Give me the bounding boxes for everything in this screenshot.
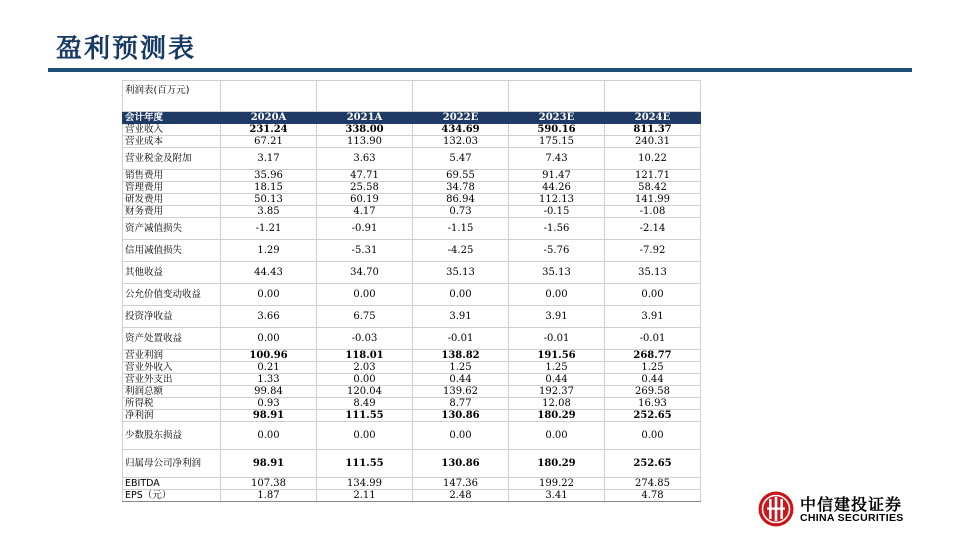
- row-label: 所得税: [123, 398, 221, 410]
- row-value: 0.00: [221, 328, 317, 350]
- row-value: 1.25: [413, 362, 509, 374]
- row-value: 35.13: [509, 262, 605, 284]
- row-label: 少数股东损益: [123, 422, 221, 450]
- row-value: 338.00: [317, 124, 413, 136]
- table-row: [123, 194, 701, 206]
- row-value: 69.55: [413, 170, 509, 182]
- row-value: 269.58: [605, 386, 701, 398]
- row-value: 199.22: [509, 478, 605, 490]
- page-title: 盈利预测表: [56, 34, 197, 64]
- row-value: 44.43: [221, 262, 317, 284]
- row-value: -7.92: [605, 240, 701, 262]
- row-value: 141.99: [605, 194, 701, 206]
- table-row: [123, 386, 701, 398]
- table-row: [123, 398, 701, 410]
- row-value: -5.31: [317, 240, 413, 262]
- row-value: 134.99: [317, 478, 413, 490]
- table-row: [123, 350, 701, 362]
- row-label: 研发费用: [123, 194, 221, 206]
- row-value: 2.03: [317, 362, 413, 374]
- row-value: 0.00: [509, 284, 605, 306]
- row-value: 0.44: [509, 374, 605, 386]
- china-securities-logo: [757, 490, 917, 528]
- row-value: -2.14: [605, 218, 701, 240]
- row-value: 44.26: [509, 182, 605, 194]
- row-value: 86.94: [413, 194, 509, 206]
- row-label: 营业外收入: [123, 362, 221, 374]
- row-value: 112.13: [509, 194, 605, 206]
- row-value: 6.75: [317, 306, 413, 328]
- row-value: 240.31: [605, 136, 701, 148]
- row-value: -0.91: [317, 218, 413, 240]
- row-value: -0.01: [413, 328, 509, 350]
- row-value: 34.78: [413, 182, 509, 194]
- row-value: -4.25: [413, 240, 509, 262]
- row-value: 138.82: [413, 350, 509, 362]
- table-caption-row: [123, 81, 701, 112]
- row-label: 归属母公司净利润: [123, 450, 221, 478]
- row-value: 0.00: [605, 422, 701, 450]
- row-value: 3.91: [605, 306, 701, 328]
- row-value: 252.65: [605, 450, 701, 478]
- row-value: 35.96: [221, 170, 317, 182]
- income-statement-table: [122, 80, 701, 502]
- row-value: 0.00: [413, 422, 509, 450]
- row-value: 1.33: [221, 374, 317, 386]
- row-value: 107.38: [221, 478, 317, 490]
- row-value: 0.00: [317, 374, 413, 386]
- row-value: 252.65: [605, 410, 701, 422]
- row-value: 12.08: [509, 398, 605, 410]
- row-value: 130.86: [413, 410, 509, 422]
- row-value: 147.36: [413, 478, 509, 490]
- row-value: 590.16: [509, 124, 605, 136]
- table-row: [123, 306, 701, 328]
- row-value: 3.91: [509, 306, 605, 328]
- row-value: 3.63: [317, 148, 413, 170]
- row-value: 100.96: [221, 350, 317, 362]
- row-value: 99.84: [221, 386, 317, 398]
- row-value: 8.49: [317, 398, 413, 410]
- row-value: 35.13: [605, 262, 701, 284]
- row-value: 1.29: [221, 240, 317, 262]
- row-value: 18.15: [221, 182, 317, 194]
- row-value: 0.00: [317, 422, 413, 450]
- row-value: 0.00: [509, 422, 605, 450]
- row-value: -1.56: [509, 218, 605, 240]
- logo-english-name: CHINA SECURITIES: [800, 512, 904, 524]
- table-row: [123, 124, 701, 136]
- row-value: 7.43: [509, 148, 605, 170]
- row-value: 4.78: [605, 490, 701, 502]
- row-value: 111.55: [317, 450, 413, 478]
- row-value: -1.15: [413, 218, 509, 240]
- row-value: 811.37: [605, 124, 701, 136]
- row-value: -0.03: [317, 328, 413, 350]
- row-label: 公允价值变动收益: [123, 284, 221, 306]
- row-value: 3.66: [221, 306, 317, 328]
- table-row: [123, 422, 701, 450]
- table-row: [123, 478, 701, 490]
- row-value: 4.17: [317, 206, 413, 218]
- row-value: 191.56: [509, 350, 605, 362]
- row-value: 50.13: [221, 194, 317, 206]
- header-cell: 会计年度: [123, 112, 221, 124]
- table-row: [123, 450, 701, 478]
- row-value: 34.70: [317, 262, 413, 284]
- row-value: 47.71: [317, 170, 413, 182]
- row-value: 0.44: [605, 374, 701, 386]
- row-value: 111.55: [317, 410, 413, 422]
- row-label: 其他收益: [123, 262, 221, 284]
- row-value: 192.37: [509, 386, 605, 398]
- header-cell: 2022E: [413, 112, 509, 124]
- row-value: 3.91: [413, 306, 509, 328]
- row-value: 1.25: [605, 362, 701, 374]
- header-cell: 2021A: [317, 112, 413, 124]
- row-value: 0.73: [413, 206, 509, 218]
- table-row: [123, 170, 701, 182]
- row-value: -5.76: [509, 240, 605, 262]
- row-value: 1.25: [509, 362, 605, 374]
- table-row: [123, 362, 701, 374]
- income-statement-table-container: [122, 80, 700, 502]
- table-header-row: [123, 112, 701, 124]
- table-row: [123, 218, 701, 240]
- row-value: -0.01: [509, 328, 605, 350]
- row-value: -1.21: [221, 218, 317, 240]
- table-row: [123, 328, 701, 350]
- row-value: -0.15: [509, 206, 605, 218]
- row-value: 121.71: [605, 170, 701, 182]
- logo-chinese-name: 中信建投证券: [800, 495, 903, 514]
- row-label: 营业成本: [123, 136, 221, 148]
- row-label: EBITDA: [123, 478, 221, 490]
- row-label: 营业税金及附加: [123, 148, 221, 170]
- table-row: [123, 284, 701, 306]
- row-value: 118.01: [317, 350, 413, 362]
- row-value: 98.91: [221, 450, 317, 478]
- row-value: 113.90: [317, 136, 413, 148]
- row-value: 8.77: [413, 398, 509, 410]
- header-cell: 2023E: [509, 112, 605, 124]
- row-value: 0.00: [221, 284, 317, 306]
- header-cell: 2020A: [221, 112, 317, 124]
- row-value: 132.03: [413, 136, 509, 148]
- row-label: 销售费用: [123, 170, 221, 182]
- row-value: 91.47: [509, 170, 605, 182]
- row-value: -0.01: [605, 328, 701, 350]
- table-row: [123, 148, 701, 170]
- row-value: 268.77: [605, 350, 701, 362]
- row-value: 0.44: [413, 374, 509, 386]
- row-label: 管理费用: [123, 182, 221, 194]
- row-value: 180.29: [509, 410, 605, 422]
- table-row: [123, 136, 701, 148]
- row-value: 120.04: [317, 386, 413, 398]
- row-value: 231.24: [221, 124, 317, 136]
- row-value: 2.48: [413, 490, 509, 502]
- row-label: 财务费用: [123, 206, 221, 218]
- row-label: 资产处置收益: [123, 328, 221, 350]
- table-row: [123, 374, 701, 386]
- row-value: -1.08: [605, 206, 701, 218]
- title-divider: [48, 68, 912, 72]
- row-label: 营业外支出: [123, 374, 221, 386]
- row-value: 0.00: [605, 284, 701, 306]
- row-value: 67.21: [221, 136, 317, 148]
- row-value: 60.19: [317, 194, 413, 206]
- row-value: 3.17: [221, 148, 317, 170]
- row-value: 3.85: [221, 206, 317, 218]
- row-value: 434.69: [413, 124, 509, 136]
- header-cell: 2024E: [605, 112, 701, 124]
- row-value: 3.41: [509, 490, 605, 502]
- table-row: [123, 410, 701, 422]
- row-value: 58.42: [605, 182, 701, 194]
- row-value: 98.91: [221, 410, 317, 422]
- table-row: [123, 262, 701, 284]
- row-value: 0.00: [317, 284, 413, 306]
- row-value: 10.22: [605, 148, 701, 170]
- table-row: [123, 182, 701, 194]
- row-label: 信用减值损失: [123, 240, 221, 262]
- row-value: 0.93: [221, 398, 317, 410]
- row-label: EPS（元）: [123, 490, 221, 502]
- table-row: [123, 206, 701, 218]
- row-label: 营业利润: [123, 350, 221, 362]
- row-value: 2.11: [317, 490, 413, 502]
- row-label: 净利润: [123, 410, 221, 422]
- row-label: 利润总额: [123, 386, 221, 398]
- row-value: 0.00: [221, 422, 317, 450]
- china-securities-logo-icon: [757, 490, 795, 528]
- row-label: 投资净收益: [123, 306, 221, 328]
- row-label: 营业收入: [123, 124, 221, 136]
- row-value: 130.86: [413, 450, 509, 478]
- row-value: 139.62: [413, 386, 509, 398]
- table-row: [123, 490, 701, 502]
- table-row: [123, 240, 701, 262]
- table-caption: 利润表(百万元): [123, 81, 221, 112]
- row-value: 16.93: [605, 398, 701, 410]
- row-value: 0.21: [221, 362, 317, 374]
- row-value: 1.87: [221, 490, 317, 502]
- row-value: 274.85: [605, 478, 701, 490]
- row-value: 0.00: [413, 284, 509, 306]
- row-value: 180.29: [509, 450, 605, 478]
- row-value: 25.58: [317, 182, 413, 194]
- row-label: 资产减值损失: [123, 218, 221, 240]
- row-value: 35.13: [413, 262, 509, 284]
- row-value: 175.15: [509, 136, 605, 148]
- row-value: 5.47: [413, 148, 509, 170]
